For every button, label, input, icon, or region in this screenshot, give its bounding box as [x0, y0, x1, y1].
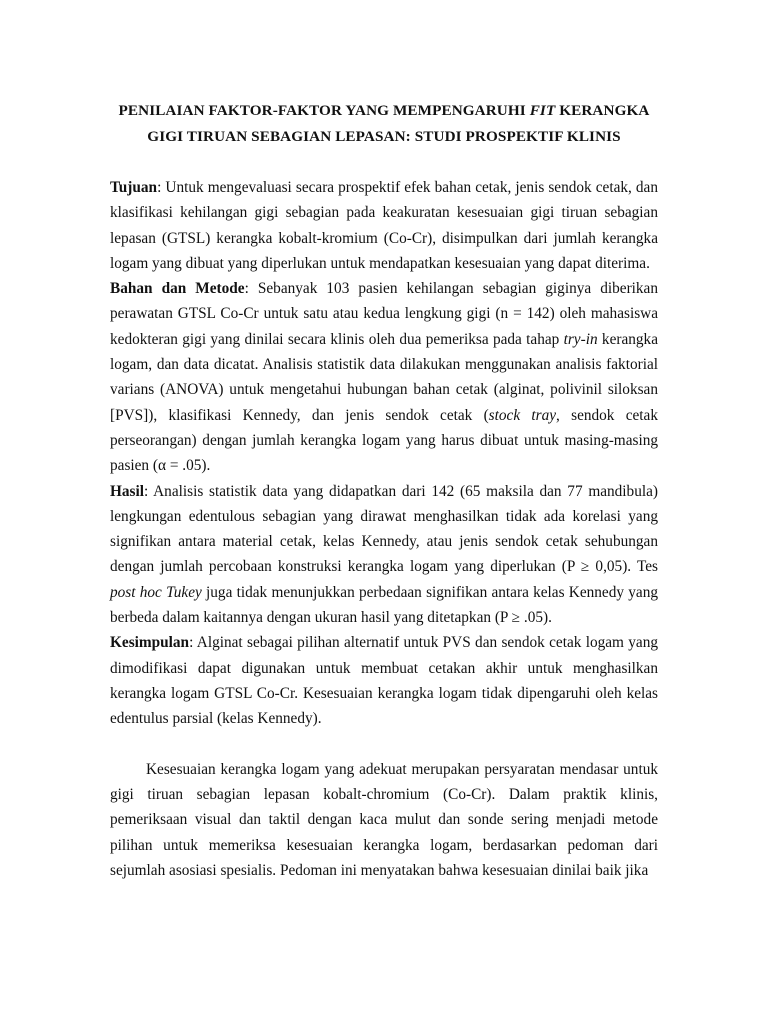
title-line2: GIGI TIRUAN SEBAGIAN LEPASAN: STUDI PROSPEKTIF KLINIS: [147, 128, 621, 145]
hasil-text-1: : Analisis statistik data yang didapatkan dari 142 (65 maksila dan 77 mandibula) lengkungan edentulous sebagian yang dirawat menghasilkan tidak ada korelasi yang signifikan antara material cetak, kelas Kennedy, atau jenis sendok cetak sehubungan dengan jumlah percobaan konstruksi kerangka logam yang diperlukan (P ≥ 0,05). Tes: [110, 482, 658, 576]
kesimpulan-label: Kesimpulan: [110, 634, 190, 652]
bahan-italic-1: try-in: [563, 330, 598, 348]
abstract-bahan-metode: [110, 276, 658, 478]
abstract-hasil: [110, 479, 658, 631]
bahan-text-3: , sendok cetak perseorangan) dengan jumlah kerangka logam yang harus dibuat untuk masing-masing pasien (α = .05).: [110, 406, 658, 475]
paragraph-spacer: [110, 732, 658, 757]
hasil-text-2: juga tidak menunjukkan perbedaan signifikan antara kelas Kennedy yang berbeda dalam kaitannya dengan ukuran hasil yang ditetapkan (P ≥ .05).: [110, 583, 658, 627]
title-part1-end: KERANGKA: [555, 102, 650, 119]
tujuan-text: : Untuk mengevaluasi secara prospektif efek bahan cetak, jenis sendok cetak, dan klasifikasi kehilangan gigi sebagian pada keakuratan kesesuaian gigi tiruan sebagian lepasan (GTSL) kerangka kobalt-kromium (Co-Cr), disimpulkan dari jumlah kerangka logam yang dibuat yang diperlukan untuk mendapatkan kesesuaian yang dapat diterima.: [110, 179, 658, 272]
title-italic-fit: FIT: [529, 102, 556, 119]
hasil-label: Hasil: [110, 482, 144, 500]
bahan-text-1: : Sebanyak 103 pasien kehilangan sebagian giginya diberikan perawatan GTSL Co-Cr untuk satu atau kedua lengkung gigi (n = 142) oleh mahasiswa kedokteran gigi yang dinilai secara klinis oleh dua pemeriksa pada tahap: [110, 280, 658, 348]
abstract-tujuan: [110, 175, 658, 276]
hasil-italic-1: post hoc Tukey: [110, 583, 202, 601]
bahan-text-2: kerangka logam, dan data dicatat. Analisis statistik data dilakukan menggunakan analisis faktorial varians (ANOVA) untuk mengetahui hubungan bahan cetak (alginat, polivinil siloksan [PVS]), klasifikasi Kennedy, dan jenis sendok cetak (: [110, 330, 658, 424]
tujuan-label: Tujuan: [110, 179, 158, 196]
kesimpulan-text: : Alginat sebagai pilihan alternatif untuk PVS dan sendok cetak logam yang dimodifikasi dapat digunakan untuk membuat cetakan akhir untuk menghasilkan kerangka logam GTSL Co-Cr. Kesesuaian kerangka logam tidak dipengaruhi oleh kelas edentulus parsial (kelas Kennedy).: [110, 634, 658, 728]
bahan-label: Bahan dan Metode: [110, 280, 245, 298]
intro-paragraph: Kesesuaian kerangka logam yang adekuat merupakan persyaratan mendasar untuk gigi tiruan sebagian lepasan kobalt-chromium (Co-Cr). Dalam praktik klinis, pemeriksaan visual dan taktil dengan kaca mulut dan sonde sering menjadi metode pilihan untuk memeriksa kesesuaian kerangka logam, berdasarkan pedoman dari sejumlah asosiasi spesialis. Pedoman ini menyatakan bahwa kesesuaian dinilai baik jika: [110, 760, 658, 880]
title-part1: PENILAIAN FAKTOR-FAKTOR YANG MEMPENGARUHI: [118, 102, 530, 119]
document-title: [100, 98, 668, 150]
bahan-italic-2: stock tray: [488, 406, 557, 424]
abstract-kesimpulan: [110, 630, 658, 731]
document-body: [110, 175, 658, 883]
